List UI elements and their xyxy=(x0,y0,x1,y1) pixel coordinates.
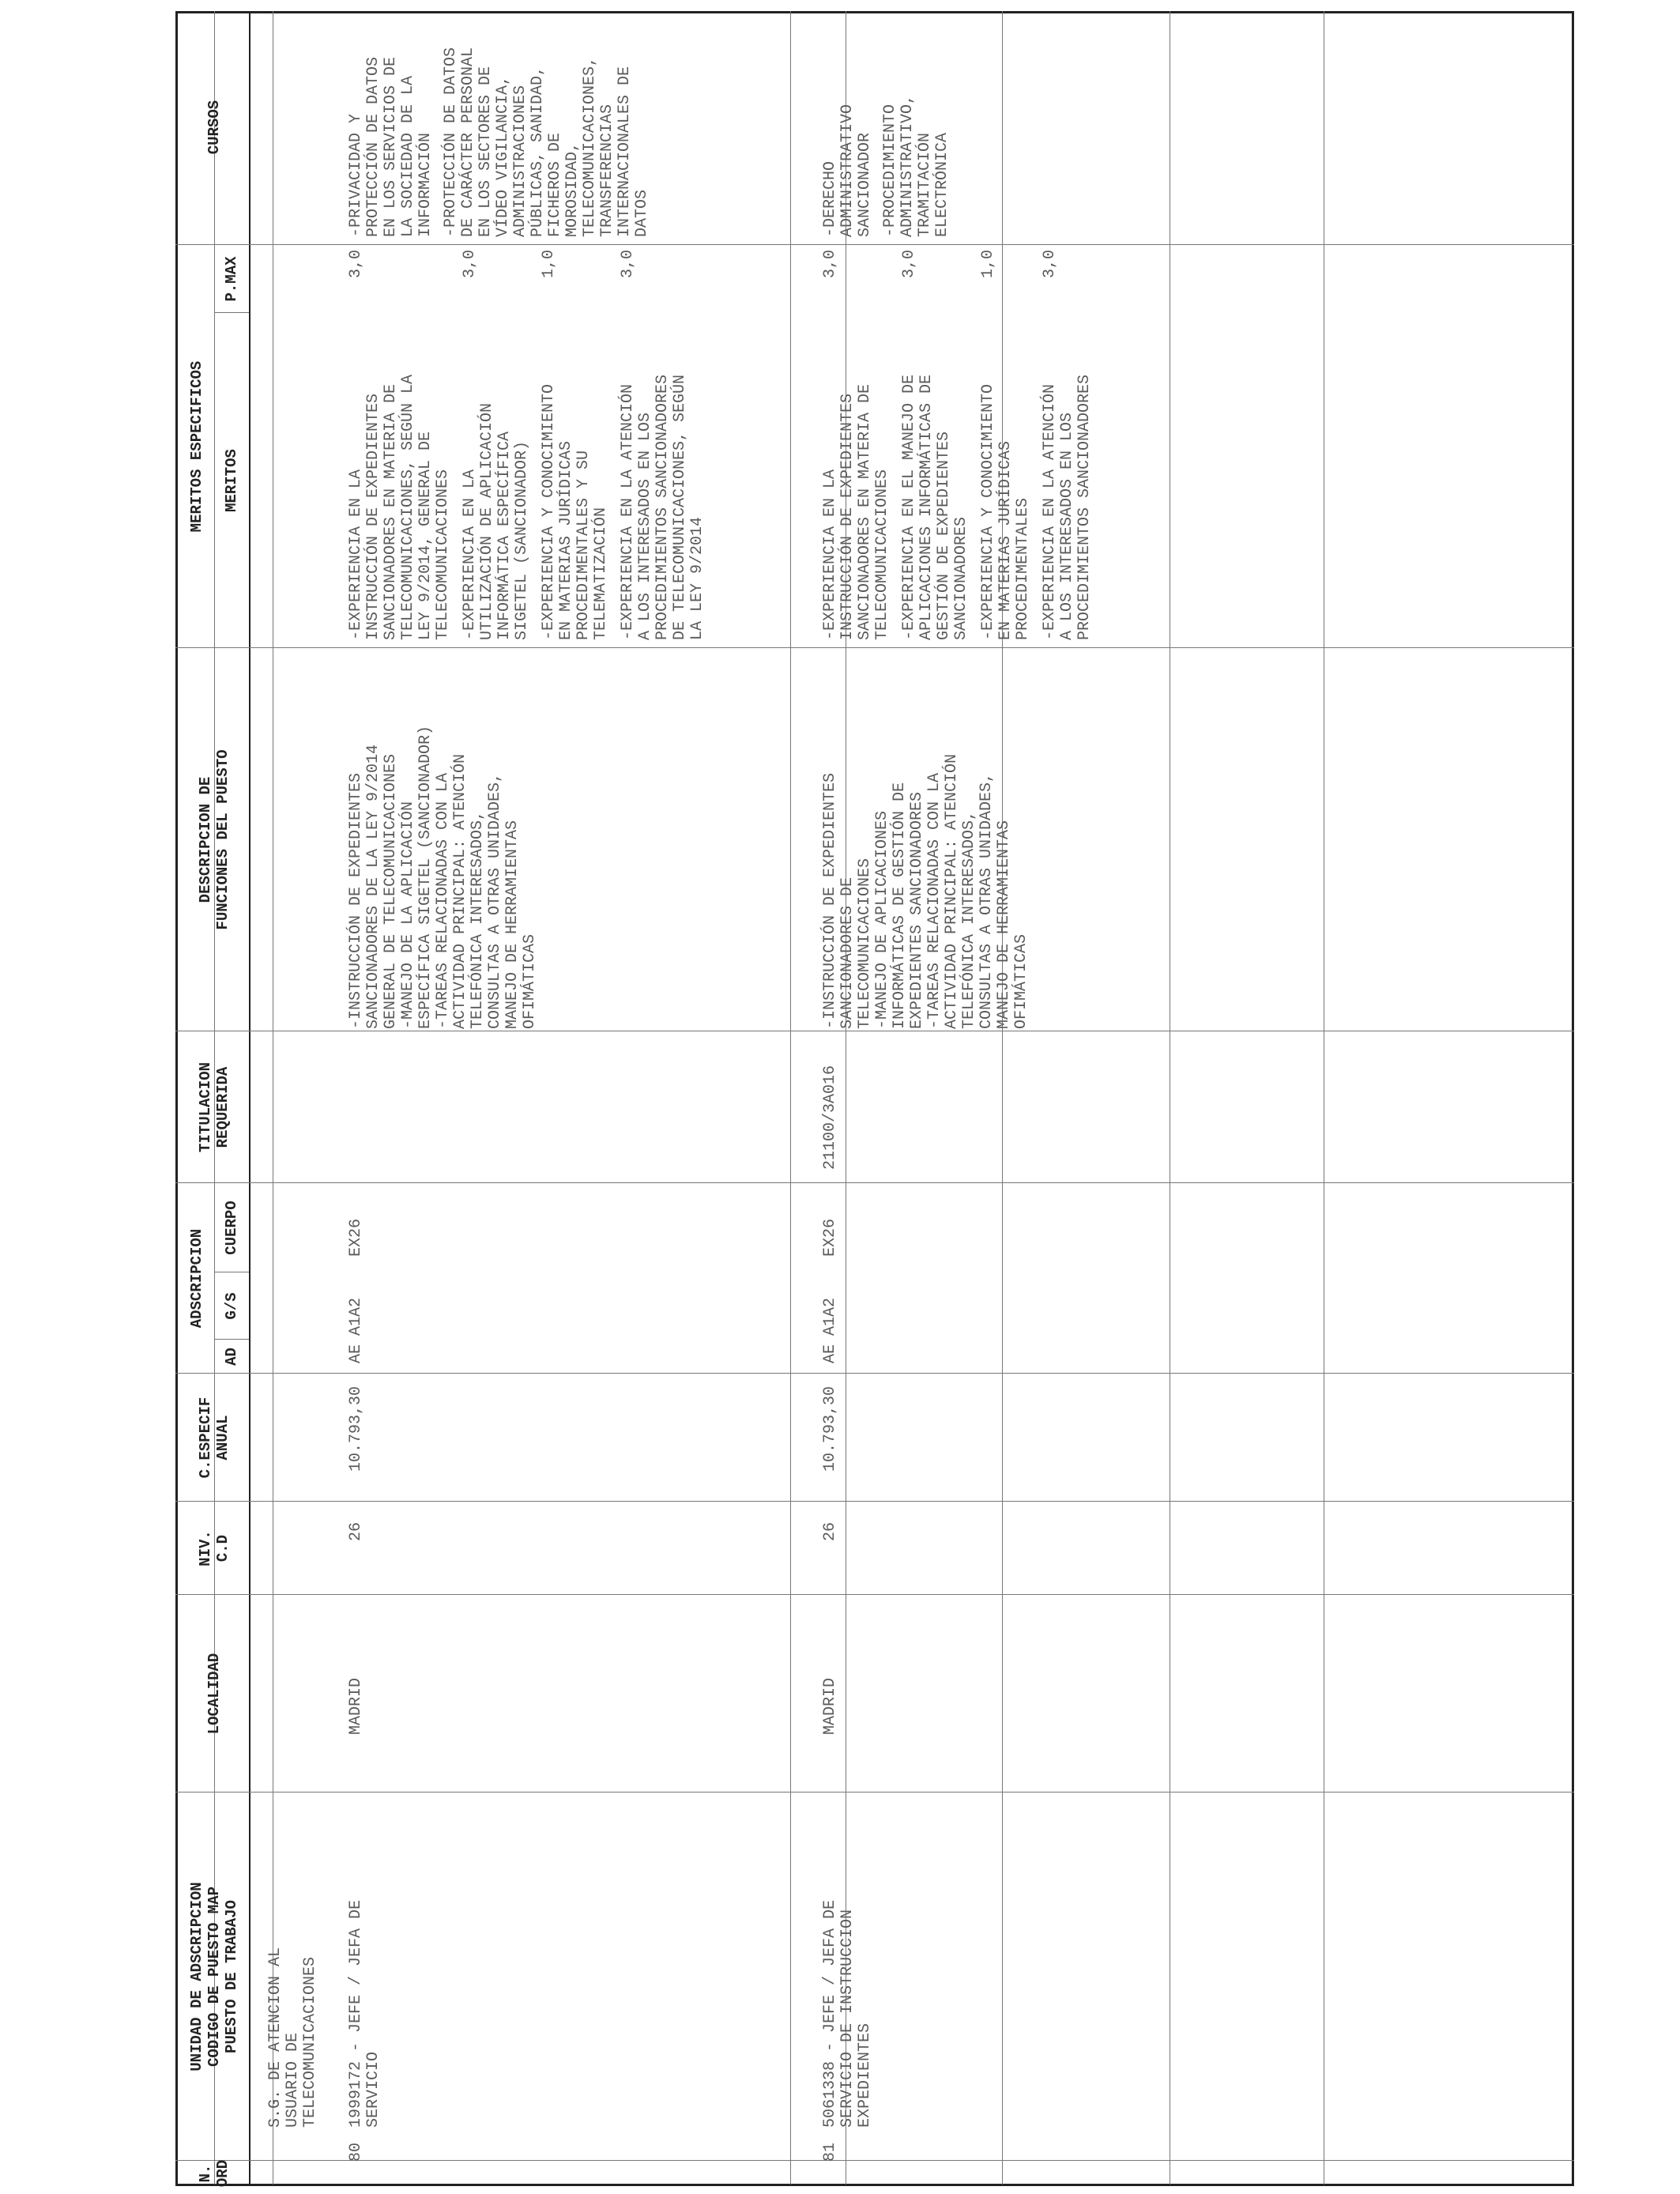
header-meritos: MERITOS xyxy=(223,449,240,512)
header-niv: NIV. C.D xyxy=(197,1530,232,1566)
col-boundary-8 xyxy=(175,244,1574,245)
row-nivel: 26 xyxy=(821,1521,839,1541)
col-sep-5 xyxy=(1002,11,1003,2186)
header-n-ord: N. ORD xyxy=(197,2159,232,2188)
col-boundary-4 xyxy=(175,1373,1574,1374)
row-cuerpo: EX26 xyxy=(347,1218,365,1257)
header-ad: AD xyxy=(223,1348,240,1366)
header-cursos: CURSOS xyxy=(205,100,223,155)
merito-text: -EXPERIENCIA Y CONOCIMIENTO EN MATERIAS JURÍDICAS PROCEDIMENTALES Y SU TELEMATIZACIÓN xyxy=(540,383,610,640)
col-boundary-0 xyxy=(175,2160,1574,2161)
merito-text: -EXPERIENCIA EN EL MANEJO DE APLICACIONES INFORMÁTICAS DE GESTIÓN DE EXPEDIENTES SANCIONADORES xyxy=(900,374,970,640)
header-adscripcion: ADSCRIPCION xyxy=(188,1228,205,1329)
col-boundary-2 xyxy=(175,1594,1574,1595)
curso-text: -PRIVACIDAD Y PROTECCIÓN DE DATOS EN LOS SERVICIOS DE LA SOCIEDAD DE LA INFORMACIÓN xyxy=(347,56,435,237)
row-c-especif: 10.793,30 xyxy=(821,1385,839,1472)
row-c-especif: 10.793,30 xyxy=(347,1385,365,1472)
col-sep-3 xyxy=(790,11,791,2186)
merito-text: -EXPERIENCIA EN LA INSTRUCCIÓN DE EXPEDIENTES SANCIONADORES EN MATERIA DE TELECOMUNICACIONES, SEGÚN LA LEY 9/2014, GENERAL DE TELECOMUNICACIONES xyxy=(347,374,452,640)
header-pmax: P.MAX xyxy=(223,256,240,302)
merito-pmax: 1,0 xyxy=(979,249,997,278)
merito-text: -EXPERIENCIA EN LA UTILIZACIÓN DE APLICACIÓN INFORMÁTICA ESPECÍFICA SIGETEL (SANCIONADOR) xyxy=(461,402,531,640)
merito-pmax: 3,0 xyxy=(821,249,839,278)
header-gs: G/S xyxy=(223,1292,240,1320)
row-n-ord: 81 xyxy=(821,2142,839,2162)
header-titulacion: TITULACION REQUERIDA xyxy=(197,1061,232,1153)
merito-pmax: 3,0 xyxy=(619,249,637,278)
row-gs: A1A2 xyxy=(821,1297,839,1336)
header-unidad: UNIDAD DE ADSCRIPCION CODIGO DE PUESTO MAP PUESTO DE TRABAJO xyxy=(188,1882,240,2071)
row-n-ord: 80 xyxy=(347,2142,365,2162)
header-meritos-especificos: MERITOS ESPECIFICOS xyxy=(188,360,205,533)
curso-text: -PROCEDIMIENTO ADMINISTRATIVO, TRAMITACIÓN ELECTRÓNICA xyxy=(881,94,951,237)
unit-label: S.G. DE ATENCION AL USUARIO DE TELECOMUNICACIONES xyxy=(266,1947,319,2128)
row-gs: A1A2 xyxy=(347,1297,365,1336)
row-puesto: 5061338 - JEFE / JEFA DE SERVICIO DE INSTRUCCION EXPEDIENTES xyxy=(821,1899,874,2128)
frame-bottom xyxy=(175,2185,1574,2186)
header-cespecif: C.ESPECIF ANUAL xyxy=(197,1397,232,1479)
row-ad: AE xyxy=(821,1344,839,1363)
curso-text: -DERECHO ADMINISTRATIVO SANCIONADOR xyxy=(821,104,874,237)
col-boundary-7 xyxy=(175,647,1574,648)
row-nivel: 26 xyxy=(347,1521,365,1541)
merito-text: -EXPERIENCIA EN LA ATENCIÓN A LOS INTERESADOS EN LOS PROCEDIMIENTOS SANCIONADORES xyxy=(1041,374,1094,640)
col-boundary-1 xyxy=(175,1792,1574,1793)
merito-pmax: 3,0 xyxy=(347,249,365,278)
col-boundary-5 xyxy=(175,1182,1574,1183)
row-descripcion: -INSTRUCCIÓN DE EXPEDIENTES SANCIONADORES DE TELECOMUNICACIONES -MANEJO DE APLICACIONES INFORMÁTICAS DE GESTIÓN DE EXPEDIENTES SANCIONADORES -TAREAS RELACIONADAS CON LA ACTIVIDAD PRINCIPAL: ATENCIÓN TELEFÓNICA INTERESADOS, CONSULTAS A OTRAS UNIDADES, MANEJO DE HERRAMIENTAS OFIMÁTICAS xyxy=(821,753,1030,1029)
row-localidad: MADRID xyxy=(821,1677,839,1735)
merito-text: -EXPERIENCIA Y CONOCIMIENTO EN MATERIAS JURÍDICAS PROCEDIMENTALES xyxy=(979,383,1032,640)
header-cuerpo: CUERPO xyxy=(223,1201,240,1255)
row-cuerpo: EX26 xyxy=(821,1218,839,1257)
row-localidad: MADRID xyxy=(347,1677,365,1735)
row-titulacion: 21100/3A016 xyxy=(821,1065,839,1170)
curso-text: -PROTECCIÓN DE DATOS DE CARÁCTER PERSONAL EN LOS SECTORES DE VÍDEO VIGILANCIA, ADMINISTRACIONES PÚBLICAS, SANIDAD, FICHEROS DE MOROSIDAD, TELECOMUNICACIONES, TRANSFERENCIAS INTERNACIONALES DE DATOS xyxy=(442,47,651,237)
header-descripcion: DESCRIPCION DE FUNCIONES DEL PUESTO xyxy=(197,749,232,930)
row-descripcion: -INSTRUCCIÓN DE EXPEDIENTES SANCIONADORES DE LA LEY 9/2014 GENERAL DE TELECOMUNICACIONES -MANEJO DE LA APLICACIÓN ESPECÍFICA SIGETEL (SANCIONADOR) -TAREAS RELACIONADAS CON LA ACTIVIDAD PRINCIPAL: ATENCIÓN TELEFÓNICA INTERESADOS, CONSULTAS A OTRAS UNIDADES, MANEJO DE HERRAMIENTAS OFIMÁTICAS xyxy=(347,725,539,1029)
row-puesto: 1999172 - JEFE / JEFA DE SERVICIO xyxy=(347,1899,382,2128)
merito-pmax: 3,0 xyxy=(1041,249,1059,278)
merito-pmax: 3,0 xyxy=(900,249,918,278)
header-bottom-rule xyxy=(249,11,250,2186)
merito-text: -EXPERIENCIA EN LA INSTRUCCIÓN DE EXPEDIENTES SANCIONADORES EN MATERIA DE TELECOMUNICACIONES xyxy=(821,383,891,640)
merito-text: -EXPERIENCIA EN LA ATENCIÓN A LOS INTERESADOS EN LOS PROCEDIMIENTOS SANCIONADORES DE TELECOMUNICACIONES, SEGÚN LA LEY 9/2014 xyxy=(619,374,706,640)
col-boundary-3 xyxy=(175,1501,1574,1502)
header-localidad: LOCALIDAD xyxy=(205,1653,223,1735)
merito-pmax: 1,0 xyxy=(540,249,558,278)
merito-pmax: 3,0 xyxy=(461,249,479,278)
row-ad: AE xyxy=(347,1344,365,1363)
table-frame xyxy=(175,11,1574,2186)
